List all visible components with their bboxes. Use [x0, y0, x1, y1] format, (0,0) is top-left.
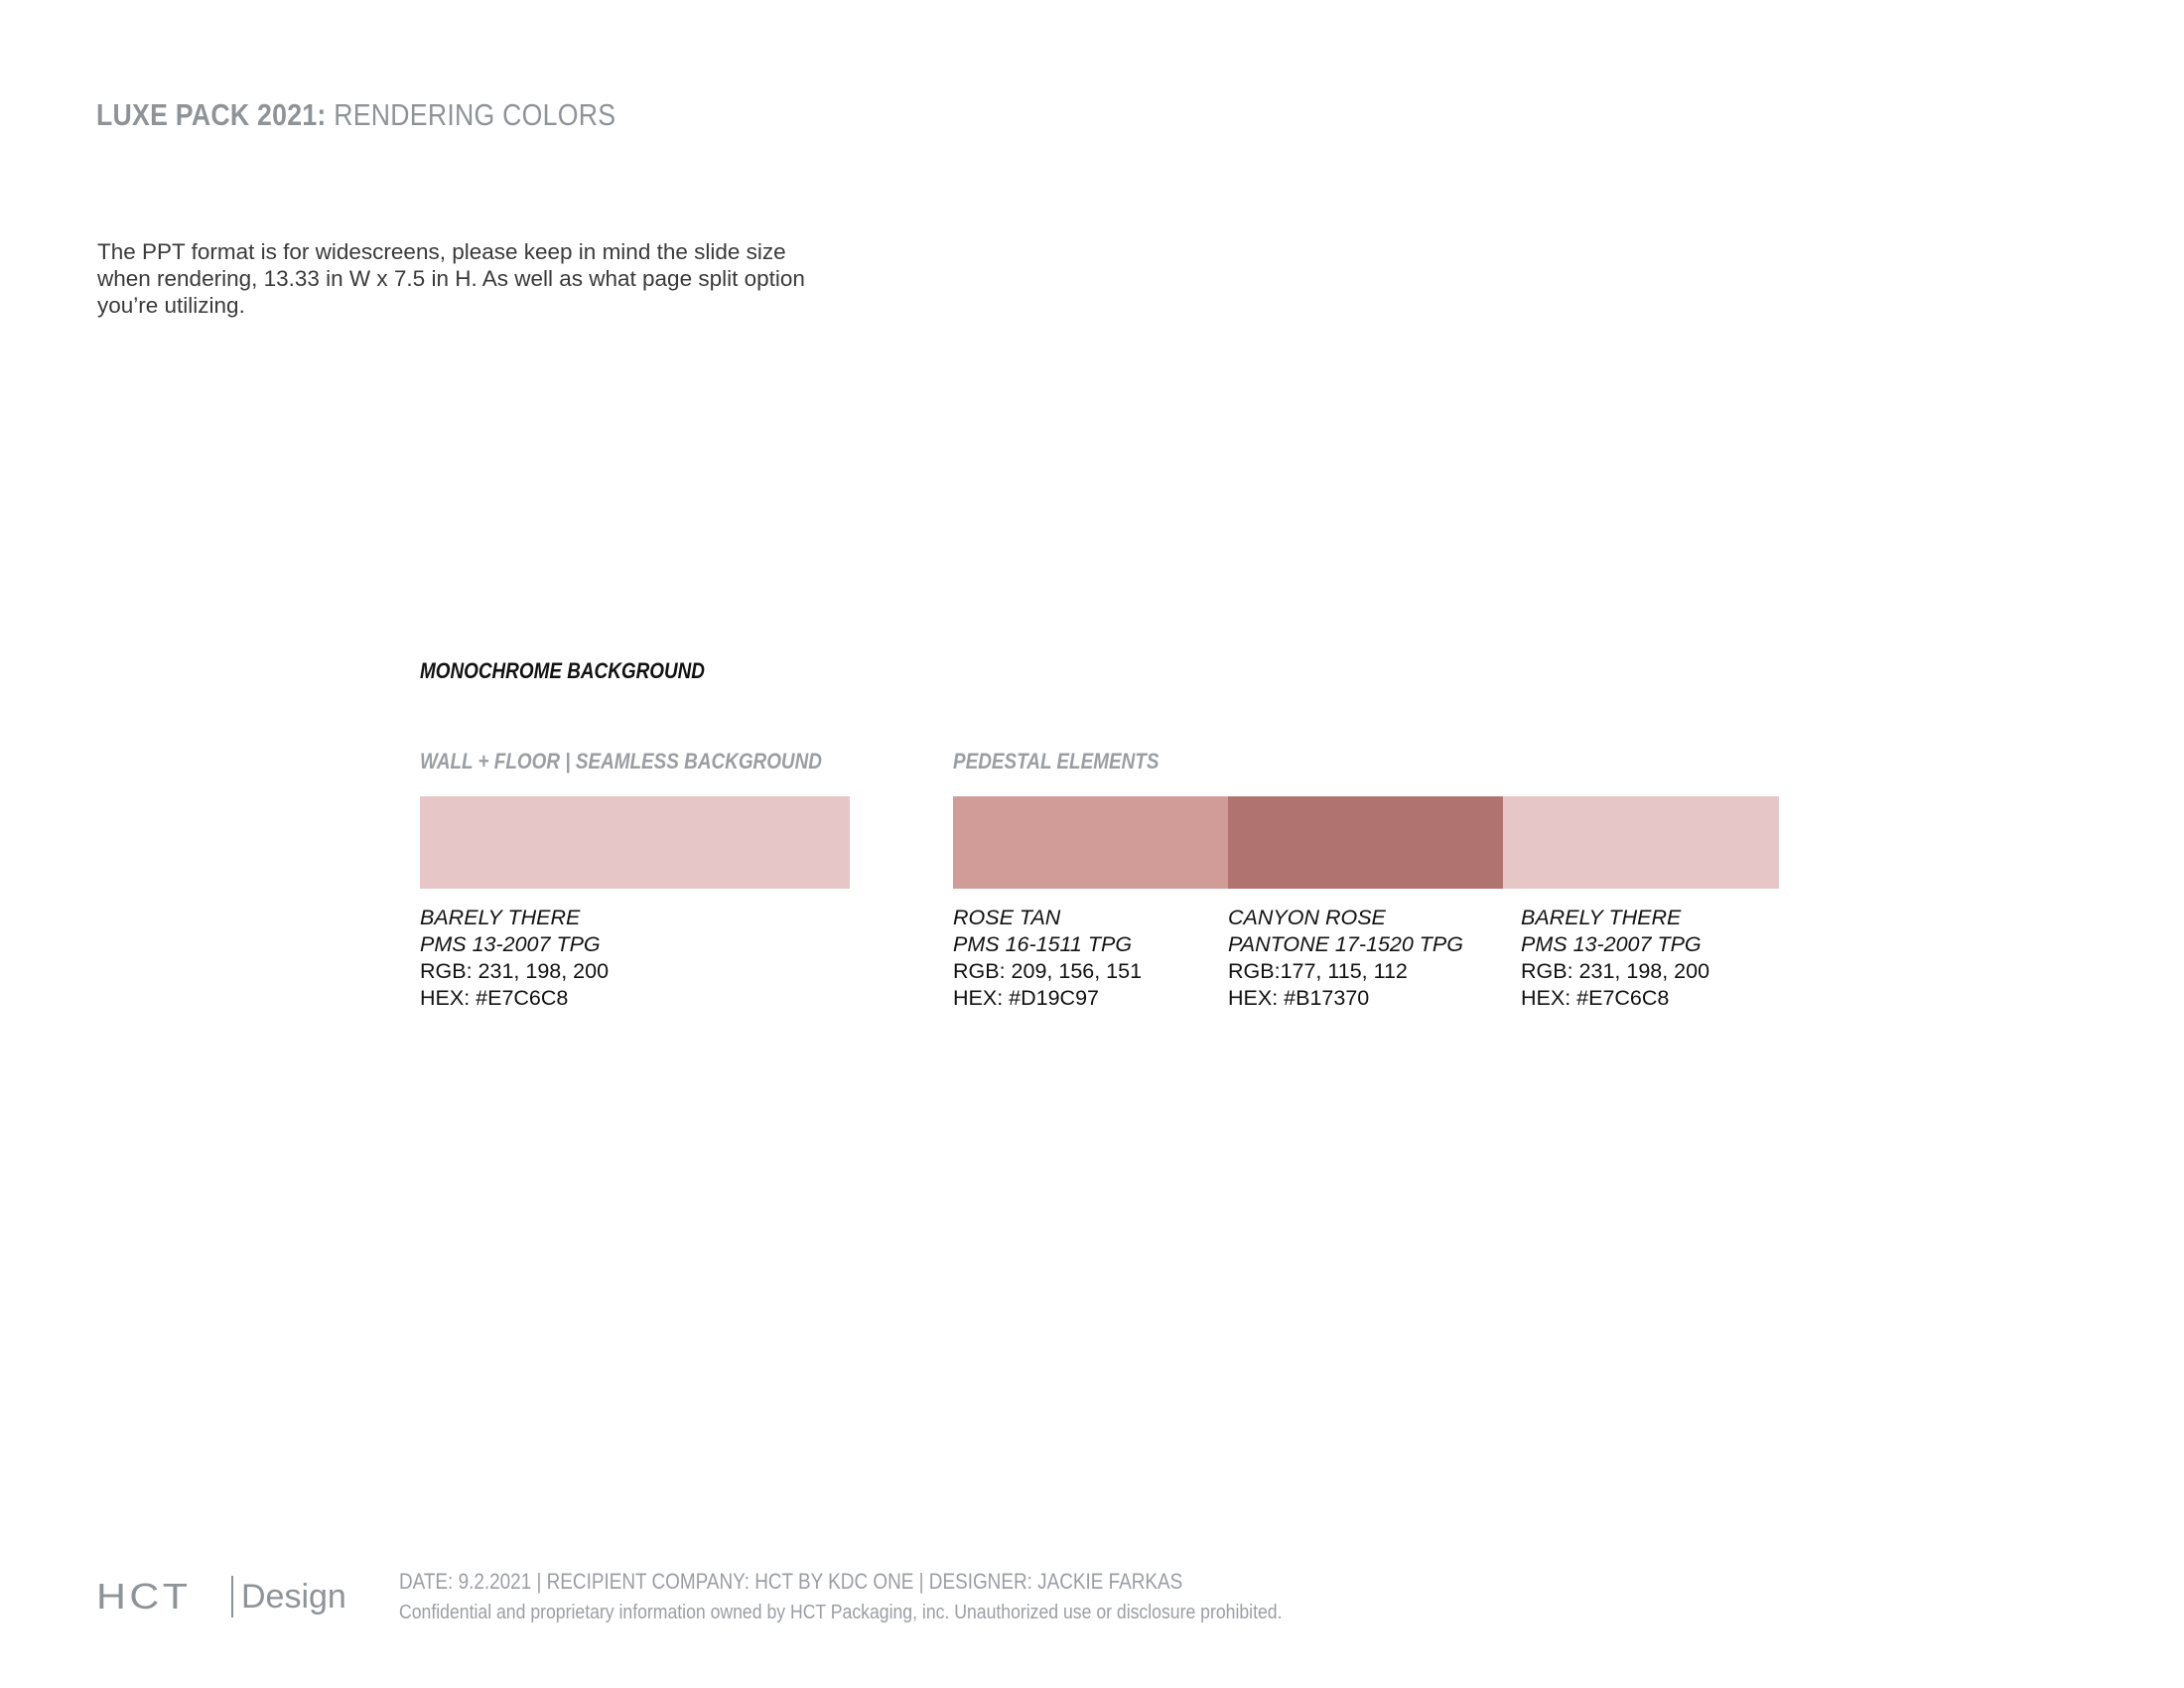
pedestal-color-swatch-rose-tan [953, 796, 1228, 889]
color-hex: HEX: #E7C6C8 [420, 986, 569, 1010]
color-hex: HEX: #E7C6C8 [1521, 986, 1670, 1010]
page-title [96, 97, 615, 133]
color-name: ROSE TAN [953, 906, 1061, 929]
monochrome-background-heading: MONOCHROME BACKGROUND [420, 658, 705, 683]
page-title-strong: LUXE PACK 2021: [96, 97, 327, 132]
color-pms: PANTONE 17-1520 TPG [1228, 932, 1463, 956]
color-pms: PMS 13-2007 TPG [1521, 932, 1702, 956]
pedestal-color-swatch-canyon-rose [1228, 796, 1503, 889]
footer-disclaimer: Confidential and proprietary information owned by HCT Packaging, inc. Unauthorized use or disclosure prohibited. [399, 1601, 1283, 1623]
color-name: BARELY THERE [420, 906, 581, 929]
color-rgb: RGB: 231, 198, 200 [1521, 959, 1710, 983]
color-pms: PMS 16-1511 TPG [953, 932, 1133, 956]
pedestal-color-info-barely-there [1521, 905, 1709, 1012]
logo-design-text: Design [241, 1577, 346, 1616]
color-name: CANYON ROSE [1228, 906, 1386, 929]
pedestal-color-info-rose-tan [953, 905, 1142, 1012]
pedestal-elements-heading: PEDESTAL ELEMENTS [953, 749, 1160, 774]
color-pms: PMS 13-2007 TPG [420, 932, 601, 956]
color-name: BARELY THERE [1521, 906, 1682, 929]
color-rgb: RGB: 231, 198, 200 [420, 959, 610, 983]
pedestal-color-swatch-barely-there [1503, 796, 1779, 889]
intro-paragraph: The PPT format is for widescreens, please keep in mind the slide size when rendering, 13.33 in W x 7.5 in H. As well as what page split option you’re utilizing. [97, 239, 805, 318]
wall-floor-heading: WALL + FLOOR | SEAMLESS BACKGROUND [420, 749, 822, 774]
wall-color-info [420, 905, 609, 1012]
pedestal-color-info-canyon-rose [1228, 905, 1463, 1012]
wall-color-swatch [420, 796, 850, 889]
page-title-light: RENDERING COLORS [334, 97, 616, 132]
color-hex: HEX: #D19C97 [953, 986, 1099, 1010]
logo-hct-text: HCT [96, 1576, 192, 1617]
color-hex: HEX: #B17370 [1228, 986, 1370, 1010]
hct-design-logo [96, 1577, 346, 1617]
footer-meta: DATE: 9.2.2021 | RECIPIENT COMPANY: HCT BY KDC ONE | DESIGNER: JACKIE FARKAS [399, 1569, 1183, 1594]
color-rgb: RGB: 209, 156, 151 [953, 959, 1143, 983]
color-rgb: RGB:177, 115, 112 [1228, 959, 1408, 983]
